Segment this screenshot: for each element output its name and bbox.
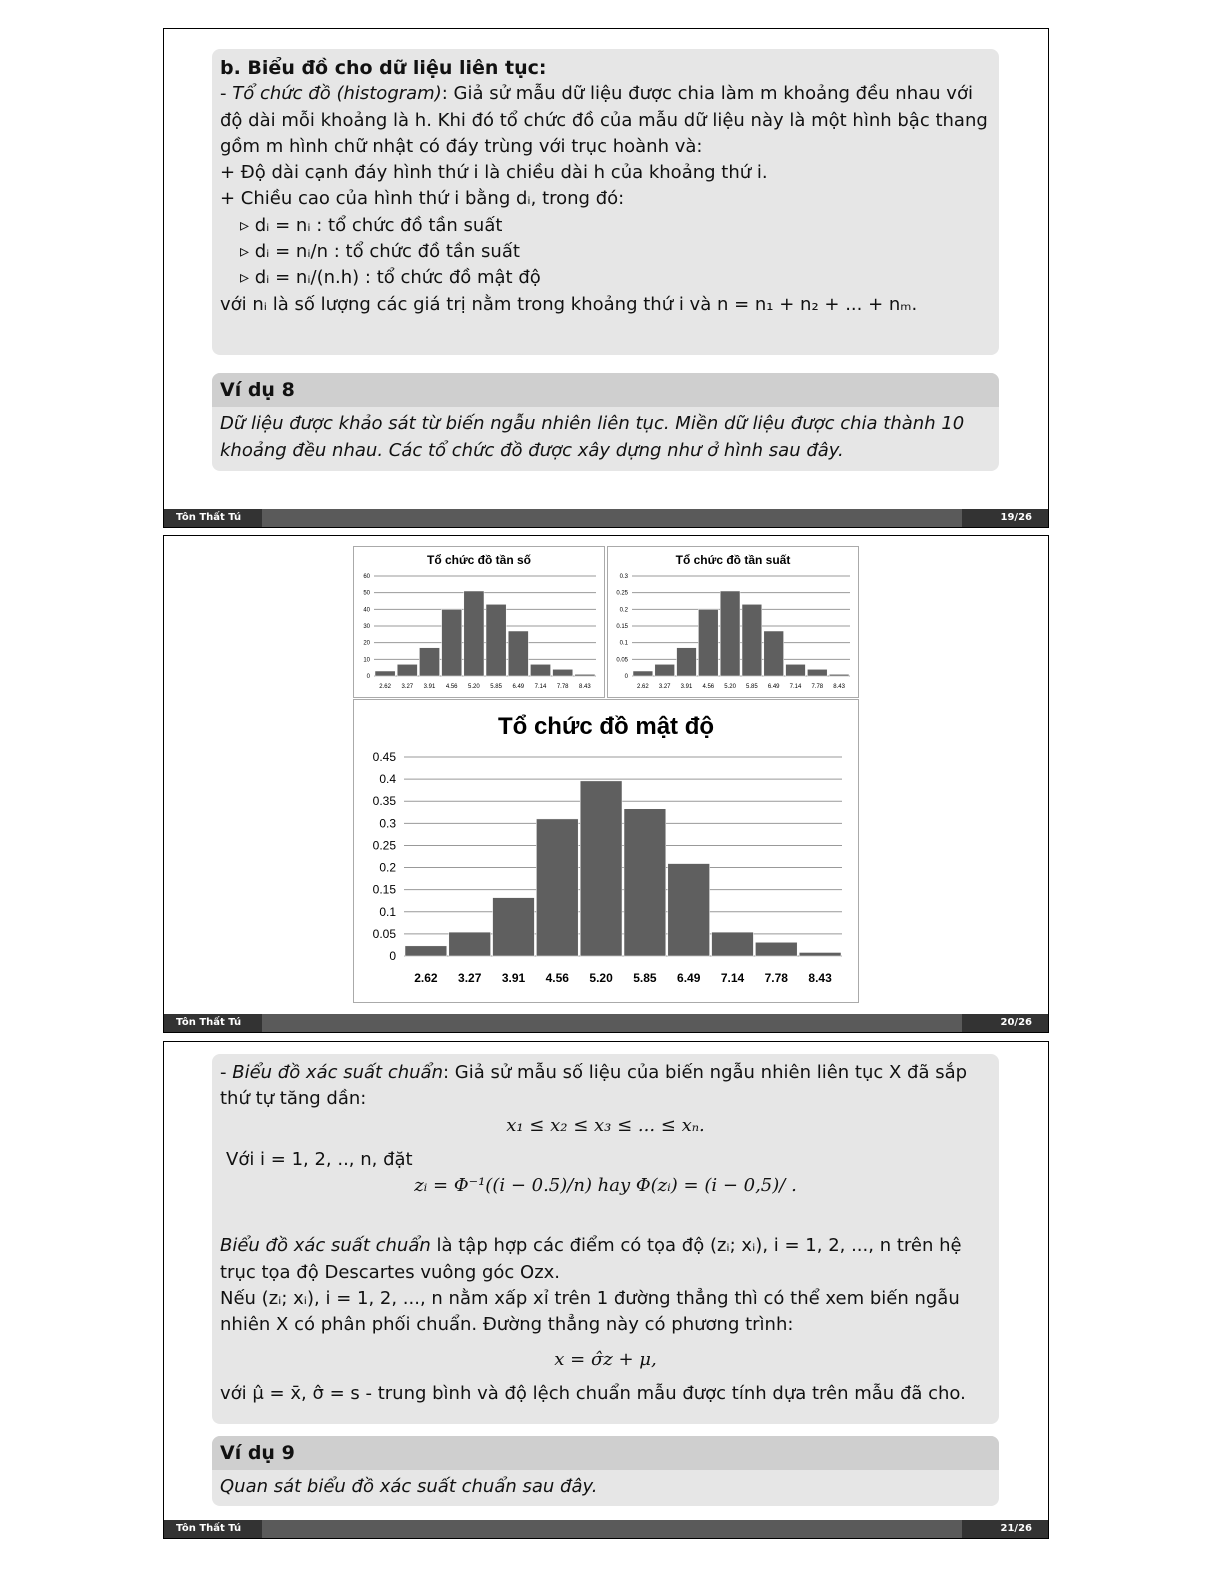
x-tick-label: 3.91 — [680, 684, 693, 690]
histogram-bar — [493, 898, 535, 956]
paragraph: Nếu (zᵢ; xᵢ), i = 1, 2, ..., n nằm xấp xỉ trên 1 đường thẳng thì có thể xem biến ngẫu nhiên X có phân phối chuẩn. Đường thẳng này có phương trình: — [220, 1288, 960, 1336]
x-tick-label: 7.78 — [764, 971, 788, 985]
text: là tập hợp các điểm có tọa độ (zᵢ; xᵢ), i = 1, 2, ..., n trên hệ trục tọa độ Descartes vuông góc Ozx. — [220, 1235, 962, 1283]
y-tick-label: 50 — [363, 590, 370, 597]
x-tick-label: 6.49 — [767, 684, 780, 690]
footer — [164, 509, 1048, 527]
bullet: + Chiều cao của hình thứ i bằng dᵢ, trong đó: — [220, 188, 625, 210]
histogram-bar — [464, 591, 484, 676]
term: Biểu đồ xác suất chuẩn — [232, 1062, 443, 1083]
example-title: Ví dụ 9 — [212, 1436, 999, 1470]
sub-bullet: ▹ dᵢ = nᵢ : tổ chức đồ tần suất — [240, 214, 503, 236]
slide-19 — [163, 28, 1049, 528]
paragraph: Với i = 1, 2, .., n, đặt — [226, 1148, 413, 1170]
y-tick-label: 0 — [624, 674, 628, 680]
histogram-bar — [580, 781, 622, 956]
frequency-histogram — [353, 546, 605, 698]
x-tick-label: 5.85 — [633, 971, 657, 985]
x-tick-label: 7.78 — [811, 684, 824, 690]
x-tick-label: 7.14 — [534, 684, 547, 690]
histogram-bar — [486, 604, 506, 676]
bullet: + Độ dài cạnh đáy hình thứ i là chiều dài h của khoảng thứ i. — [220, 162, 768, 184]
example-block — [212, 1436, 999, 1506]
histogram-bar — [698, 609, 718, 676]
histogram-bar — [677, 648, 697, 676]
histogram-bar — [397, 664, 417, 676]
equation: x = σ̂z + μ, — [554, 1348, 657, 1370]
histogram-bar — [755, 942, 797, 956]
histogram-bar — [799, 952, 841, 956]
histogram-bar — [508, 631, 528, 676]
definition-block — [212, 1054, 999, 1424]
x-tick-label: 2.62 — [379, 684, 391, 690]
y-tick-label: 0.15 — [372, 882, 396, 897]
y-tick-label: 30 — [363, 624, 370, 630]
x-tick-label: 4.56 — [545, 971, 569, 985]
example-body: Quan sát biểu đồ xác suất chuẩn sau đây. — [220, 1476, 598, 1498]
chart-title: Tổ chức đồ tần suất — [675, 553, 791, 567]
x-tick-label: 8.43 — [833, 684, 845, 690]
x-tick-label: 4.56 — [445, 684, 458, 690]
y-tick-label: 0.3 — [619, 574, 628, 580]
y-tick-label: 0.1 — [619, 640, 628, 647]
y-tick-label: 0.2 — [619, 607, 628, 614]
y-tick-label: 20 — [363, 640, 370, 647]
x-tick-label: 4.56 — [702, 684, 715, 690]
y-tick-label: 0 — [366, 674, 370, 680]
page-number: 21/26 — [962, 1520, 1048, 1538]
y-tick-label: 0.15 — [616, 624, 628, 630]
definition-block — [212, 49, 999, 355]
relative-frequency-histogram — [607, 546, 859, 698]
histogram-bar — [536, 819, 578, 956]
x-tick-label: 3.27 — [458, 971, 482, 985]
histogram-bar — [419, 648, 439, 676]
histogram-bar — [720, 591, 740, 676]
author: Tôn Thất Tú — [164, 509, 262, 527]
y-tick-label: 0.1 — [379, 904, 396, 919]
paragraph: với nᵢ là số lượng các giá trị nằm trong khoảng thứ i và n = n₁ + n₂ + ... + nₘ. — [220, 293, 918, 315]
y-tick-label: 0.4 — [379, 772, 396, 787]
y-tick-label: 0.3 — [379, 816, 396, 831]
text: : Giả sử mẫu dữ liệu được chia làm m khoảng đều nhau với độ dài mỗi khoảng là h. Khi đó tổ chức đồ của mẫu dữ liệu này là một hình bậc thang gồm m hình chữ nhật có đáy trùng với trục hoành và: — [220, 83, 988, 157]
sub-bullet: ▹ dᵢ = nᵢ/(n.h) : tổ chức đồ mật độ — [240, 267, 541, 289]
x-tick-label: 5.85 — [490, 684, 502, 690]
example-block — [212, 373, 999, 471]
histogram-bar — [633, 671, 653, 676]
example-body: Dữ liệu được khảo sát từ biến ngẫu nhiên liên tục. Miền dữ liệu được chia thành 10 khoảng đều nhau. Các tổ chức đồ được xây dựng như ở hình sau đây. — [220, 413, 965, 461]
histogram-bar — [375, 671, 395, 676]
x-tick-label: 6.49 — [512, 684, 525, 690]
histogram-bar — [742, 604, 762, 676]
x-tick-label: 3.91 — [501, 971, 526, 985]
histogram-bar — [624, 809, 666, 956]
chart-title: Tổ chức đồ mật độ — [497, 713, 715, 740]
histogram-bar — [786, 664, 806, 676]
x-tick-label: 2.62 — [414, 971, 438, 985]
histogram-bar — [405, 946, 447, 956]
x-tick-label: 3.27 — [401, 684, 414, 690]
density-histogram — [353, 699, 859, 1003]
y-tick-label: 0.25 — [372, 838, 396, 853]
y-tick-label: 0.35 — [372, 794, 396, 809]
y-tick-label: 10 — [363, 657, 370, 664]
x-tick-label: 5.20 — [468, 684, 480, 690]
slide-21 — [163, 1041, 1049, 1539]
y-tick-label: 0.25 — [616, 590, 628, 597]
footer — [164, 1520, 1048, 1538]
x-tick-label: 5.85 — [746, 684, 758, 690]
author: Tôn Thất Tú — [164, 1014, 262, 1032]
section-title: b. Biểu đồ cho dữ liệu liên tục: — [220, 57, 547, 79]
y-tick-label: 40 — [363, 607, 370, 614]
y-tick-label: 0 — [389, 949, 396, 963]
author: Tôn Thất Tú — [164, 1520, 262, 1538]
y-tick-label: 60 — [363, 574, 370, 580]
histogram-bar — [829, 674, 849, 676]
histogram-bar — [449, 932, 491, 956]
histogram-bar — [655, 664, 675, 676]
histogram-bar — [530, 664, 550, 676]
x-tick-label: 3.91 — [423, 684, 436, 690]
histogram-bar — [668, 864, 710, 956]
histogram-bar — [712, 932, 754, 956]
y-tick-label: 0.05 — [616, 657, 628, 664]
example-title: Ví dụ 8 — [212, 373, 999, 407]
x-tick-label: 5.20 — [724, 684, 736, 690]
paragraph: - Tổ chức đồ (histogram): Giả sử mẫu dữ liệu được chia làm m khoảng đều nhau với độ dài mỗi khoảng là h. Khi đó tổ chức đồ của mẫu dữ liệu này là một hình bậc thang gồm m hình chữ nhật có đáy trùng với trục hoành và: — [220, 83, 988, 157]
equation: x₁ ≤ x₂ ≤ x₃ ≤ ... ≤ xₙ. — [506, 1114, 705, 1136]
histogram-bar — [553, 669, 573, 676]
page-number: 20/26 — [962, 1014, 1048, 1032]
y-tick-label: 0.2 — [379, 860, 396, 875]
page-number: 19/26 — [962, 509, 1048, 527]
footer — [164, 1014, 1048, 1032]
histogram-bar — [807, 669, 827, 676]
paragraph — [220, 1233, 991, 1286]
x-tick-label: 2.62 — [637, 684, 649, 690]
text: : Giả sử mẫu số liệu của biến ngẫu nhiên liên tục X đã sắp thứ tự tăng dần: — [220, 1062, 968, 1110]
y-tick-label: 0.45 — [372, 750, 396, 764]
x-tick-label: 8.43 — [579, 684, 591, 690]
paragraph: - Biểu đồ xác suất chuẩn: Giả sử mẫu số liệu của biến ngẫu nhiên liên tục X đã sắp thứ tự tăng dần: — [220, 1062, 968, 1110]
term: Biểu đồ xác suất chuẩn — [220, 1235, 431, 1257]
x-tick-label: 8.43 — [808, 971, 832, 985]
histogram-bar — [442, 609, 462, 676]
slide-20 — [163, 535, 1049, 1033]
x-tick-label: 3.27 — [658, 684, 671, 690]
x-tick-label: 5.20 — [589, 971, 613, 985]
x-tick-label: 7.14 — [789, 684, 802, 690]
histogram-bar — [764, 631, 784, 676]
x-tick-label: 7.78 — [556, 684, 569, 690]
y-tick-label: 0.05 — [372, 926, 396, 941]
x-tick-label: 7.14 — [720, 971, 745, 985]
histogram-bar — [575, 674, 595, 676]
equation: zᵢ = Φ⁻¹((i − 0.5)/n) hay Φ(zᵢ) = (i − 0,5)/ . — [414, 1175, 797, 1197]
sub-bullet: ▹ dᵢ = nᵢ/n : tổ chức đồ tần suất — [240, 241, 520, 263]
term: Tổ chức đồ (histogram) — [232, 83, 442, 105]
chart-title: Tổ chức đồ tần số — [426, 553, 532, 567]
x-tick-label: 6.49 — [677, 971, 701, 985]
paragraph: với μ̂ = x̄, σ̂ = s - trung bình và độ lệch chuẩn mẫu được tính dựa trên mẫu đã cho. — [220, 1382, 966, 1404]
